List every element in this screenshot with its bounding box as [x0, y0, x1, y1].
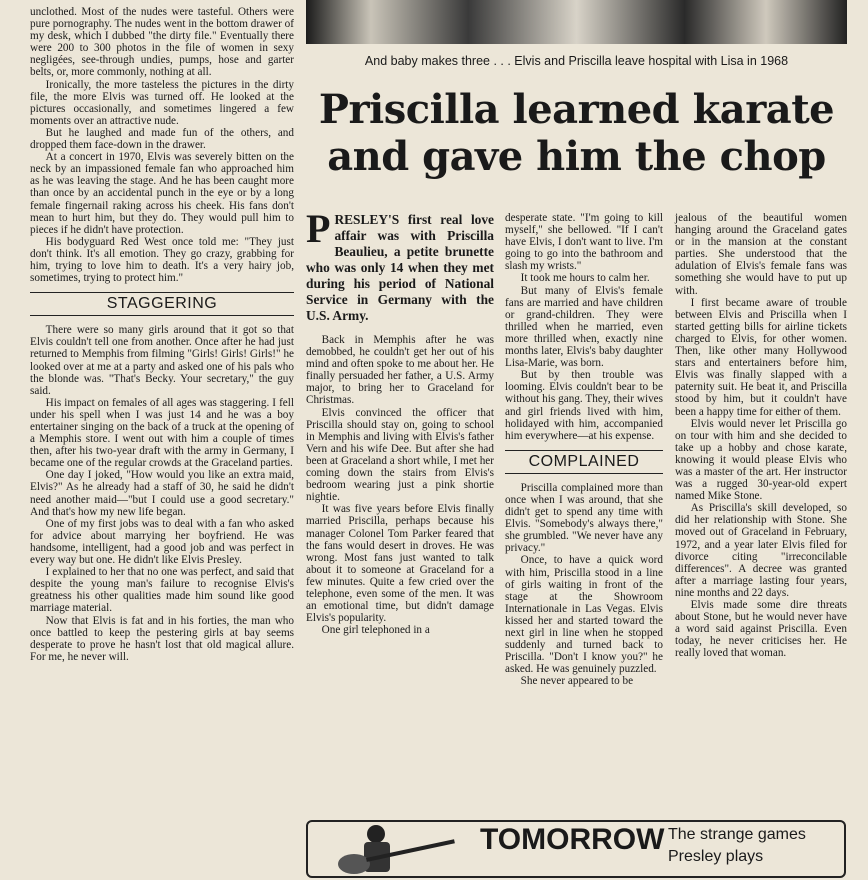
subhead-complained: COMPLAINED	[505, 450, 663, 474]
paragraph: One day I joked, "How would you like an extra maid, Elvis?" As he already had a staff of 30, he said he didn't need another maid—"but I could use a good secretary." And that's how my new life began.	[30, 469, 294, 518]
paragraph: It took me hours to calm her.	[520, 272, 650, 285]
paragraph: She never appeared to be	[520, 675, 634, 688]
subhead-staggering: STAGGERING	[30, 292, 294, 316]
third-column	[505, 212, 663, 687]
promo-box	[306, 820, 846, 878]
paragraph: Priscilla complained more than once when I was around, that she didn't get to spend any time with Elvis. "Somebody's always there," she grumbled. "We never have any privacy."	[505, 481, 663, 555]
paragraph: But many of Elvis's female fans are married and have children or grand-children. They were thrilled when he married, even more thrilled when, exactly nine months later, Elvis's baby daughter Lisa-Marie, was born.	[505, 284, 663, 370]
elvis-guitar-illustration-icon	[314, 822, 474, 876]
paragraph: Ironically, the more tasteless the pictures in the dirty file, the more Elvis was turned off. He looked at the pictures occasionally, and sometimes lingered a few moments over an attractive nude.	[30, 78, 294, 127]
paragraph: Elvis convinced the officer that Priscilla should stay on, going to school in Memphis and living with Elvis's father Vern and his wife Dee. But after she had been at Graceland a short while, I met her coming down the stairs from Elvis's bedroom wearing just a pink shortie nightie.	[306, 406, 494, 504]
article-headline: Priscilla learned karate and gave him the chop	[318, 86, 835, 180]
paragraph: His impact on females of all ages was staggering. I fell under his spell when I was just 14 and he was a boy entertainer singing on the back of a truck at the opening of a Memphis store. I went out with him a couple of times then, after his two-year draft with the army in Germany, I became one of the regular crowds at the Graceland parties.	[30, 396, 294, 470]
paragraph: jealous of the beautiful women hanging around the Graceland gates or in the mansion at the constant parties. She understood that the adulation of Elvis's female fans was something she would have to put up with.	[675, 212, 847, 297]
right-column	[675, 212, 847, 659]
paragraph: Once, to have a quick word with him, Priscilla stood in a line of girls waiting in front of the stage at the Showroom Internationale in Las Vegas. Elvis kissed her and started toward the next girl in line when he stopped suddenly and turned back to Priscilla. "Don't I know you?" he asked. He was genuinely puzzled.	[505, 554, 663, 676]
paragraph: As Priscilla's skill developed, so did her relationship with Stone. She moved out of Graceland in February, 1972, and a year later Elvis filed for divorce citing "irreconcilable differences". A decree was granted after a marriage lasting four years, nine months and 22 days.	[675, 502, 847, 599]
paragraph: Elvis made some dire threats about Stone, but he would never have a word said against Priscilla. Even today, he never criticises her. He really loved that woman.	[675, 599, 847, 660]
photo-caption: And baby makes three . . . Elvis and Priscilla leave hospital with Lisa in 1968	[364, 54, 789, 68]
paragraph: His bodyguard Red West once told me: "They just don't think. It's all emotion. They go crazy, grabbing for him, trying to love him to death. It's a very hairy job, sometimes, trying to protect him."	[30, 235, 294, 285]
paragraph: desperate state. "I'm going to kill myself," she bellowed. "If I can't have Elvis, I don't want to live. I'm going to go into the bathroom and slash my wrists."	[505, 212, 663, 273]
paragraph: I explained to her that no one was perfect, and said that despite the young man's failure to recognise Elvis's greatness his other qualities made him sound like good marriage material.	[30, 566, 294, 615]
promo-line2: Presley plays	[668, 848, 764, 865]
paragraph: One of my first jobs was to deal with a fan who asked for advice about marrying her boyfriend. He was handsome, intelligent, had a good job and was perfect in every way but one. He didn't like Elvis Presley.	[30, 517, 294, 567]
paragraph: There were so many girls around that it got so that Elvis couldn't tell one from another. Once after he had just returned to Memphis from filming "Girls! Girls! Girls!" he looked over at me at a party and asked one of his pals who the blonde was. "That's Becky. Your secretary," the guy said.	[30, 324, 294, 397]
promo-title: TOMORROW	[480, 823, 665, 856]
paragraph: But he laughed and made fun of the others, and dropped them face-down in the drawer.	[30, 126, 294, 152]
promo-line1: The strange games	[668, 826, 806, 843]
paragraph: unclothed. Most of the nudes were tasteful. Others were pure pornography. The nudes went in the bottom drawer of my desk, which I dubbed "the dirty file." Eventually there were 200 to 300 photos in the file of women in sexy negligées, see-through undies, pumps, hose and garter belts, or, more commonly, nothing at all.	[30, 6, 294, 79]
paragraph: I first became aware of trouble between Elvis and Priscilla when I started getting bills for airline tickets charged to Elvis, for other women. Then, like other many Hollywood stars and entertainers before him, Elvis was finally slapped with a paternity suit. He beat it, and Priscilla stood by him, but it couldn't have been a happy time for either of them.	[675, 296, 847, 418]
paragraph: Now that Elvis is fat and in his forties, the man who once battled to keep the pestering girls at bay seems desperate to prove he hasn't lost that old magical allure. For me, he never will.	[30, 614, 294, 663]
photo-strip	[306, 0, 847, 44]
left-column	[30, 6, 294, 663]
paragraph: Elvis would never let Priscilla go on tour with him and she decided to take up a hobby and chose karate, knowing it would please Elvis who was a master of the art. Her instructor was a rugged 30-year-old expert named Mike Stone.	[675, 417, 847, 503]
drop-cap: P	[306, 206, 331, 251]
paragraph: But by then trouble was looming. Elvis couldn't bear to be without his gang. They, their wives and girl friends lived with him, holidayed with him, accompanied him everywhere—at his expense.	[505, 369, 663, 442]
paragraph: It was five years before Elvis finally married Priscilla, perhaps because his manager Colonel Tom Parker feared that the fans would desert in droves. He was wrong. Most fans just wanted to talk about it to someone at Graceland for a few minutes. Quite a few cried over the telephone, even some of the men. It was an emotional time, but didn't damage Elvis's popularity.	[306, 503, 494, 625]
paragraph: At a concert in 1970, Elvis was severely bitten on the neck by an impassioned female fan who approached him as he was leaving the stage. And he has been caught more than once by an accidental punch in the eye or by a long female fingernail raking across his cheek. His fans don't mean to hurt him, but they do. They would pull him to pieces if he didn't have protection.	[30, 151, 294, 236]
lead-paragraph	[306, 206, 494, 324]
paragraph: One girl telephoned in a	[321, 624, 430, 637]
paragraph: Back in Memphis after he was demobbed, he couldn't get her out of his mind and often spoke to me about her. He finally persuaded her father, a U.S. Army major, to bring her to Graceland for Christmas.	[306, 334, 494, 407]
middle-column	[306, 206, 494, 637]
lead-text: RESLEY'S first real love affair was with Priscilla Beaulieu, a petite brunette who was only 14 when they met during his period of National Service in Germany with the U.S. Army.	[306, 212, 494, 323]
